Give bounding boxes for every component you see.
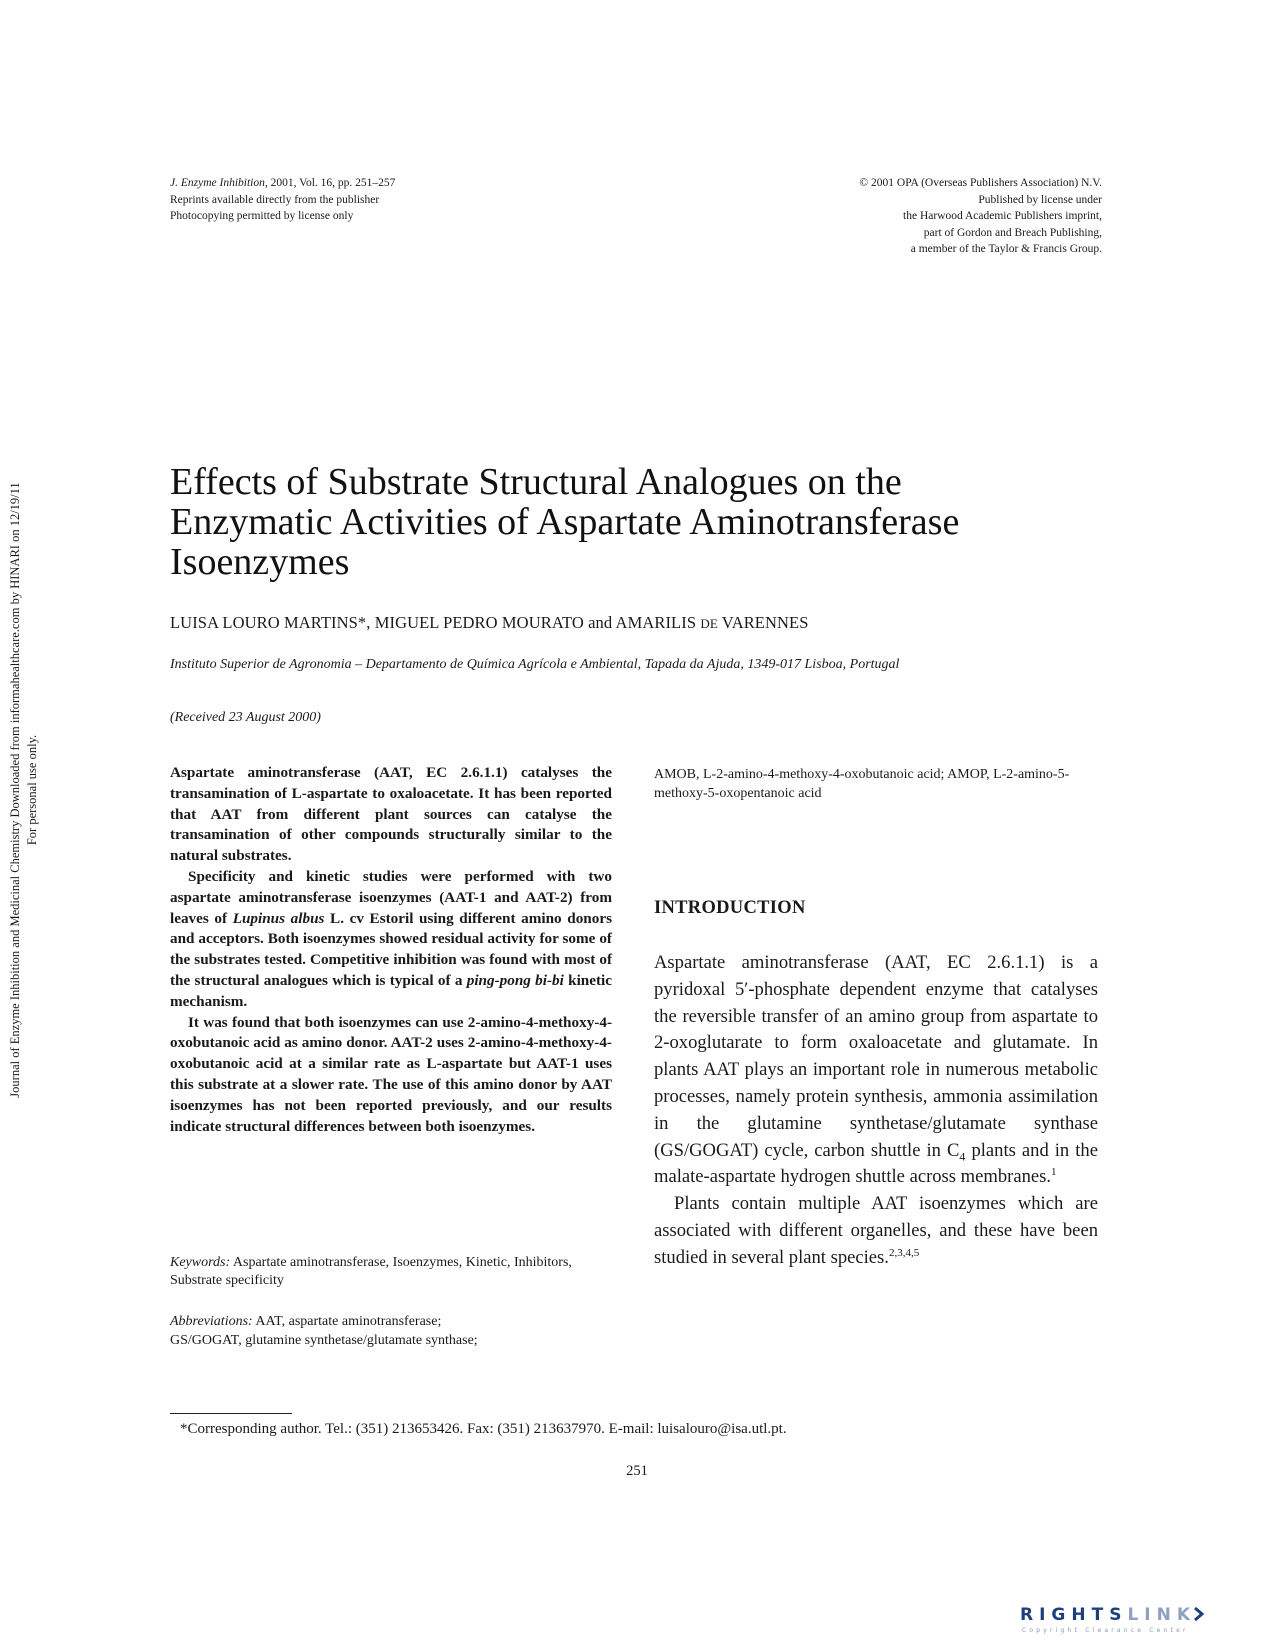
authors-part: VARENNES (717, 613, 809, 632)
abbreviations-line: GS/GOGAT, glutamine synthetase/glutamate synthase; (170, 1333, 478, 1348)
publisher-line: Published by license under (978, 193, 1102, 206)
abbreviations-continued: AMOB, L-2-amino-4-methoxy-4-oxobutanoic acid; AMOP, L-2-amino-5-methoxy-5-oxopentanoic acid (654, 767, 1070, 801)
species-name: Lupinus albus (232, 909, 325, 927)
abstract-paragraph (170, 867, 612, 1013)
journal-name: J. Enzyme Inhibition, (170, 177, 268, 189)
journal-volume: 2001, Vol. 16, pp. 251–257 (267, 177, 396, 189)
abstract-paragraph: It was found that both isoenzymes can use 2-amino-4-methoxy-4-oxobutanoic acid as amino donor. AAT-2 uses 2-amino-4-methoxy-4-oxobutanoic acid at a similar rate as L-aspartate but AAT-1 uses this substrate at a slower rate. The use of this amino donor by AAT isoenzymes has not been reported previously, and our results indicate structural differences between both isoenzymes. (170, 1013, 612, 1135)
logo-wordmark (1020, 1605, 1208, 1625)
affiliation: Instituto Superior de Agronomia – Departamento de Química Agrícola e Ambiental, Tapada da Ajuda, 1349-017 Lisboa, Portugal (170, 657, 900, 672)
received-date: (Received 23 August 2000) (170, 710, 321, 725)
abbreviations-line (170, 1312, 612, 1331)
citation-ref: 1 (1051, 1166, 1057, 1179)
journal-header-line (170, 175, 590, 192)
journal-header-line: Photocopying permitted by license only (170, 210, 354, 222)
logo-subtitle: Copyright Clearance Center (1022, 1627, 1189, 1634)
side-watermark-line1: Journal of Enzyme Inhibition and Medicinal Chemistry Downloaded from informahealthcare.com by HINARI on 12/19/11 (8, 482, 22, 1098)
paper-title (170, 462, 1100, 582)
chevron-icon (1192, 1606, 1208, 1622)
footnote-rule (170, 1413, 292, 1414)
intro-paragraph (654, 1191, 1098, 1271)
section-heading: INTRODUCTION (654, 898, 806, 918)
keywords-text: Aspartate aminotransferase, Isoenzymes, Kinetic, Inhibitors, Substrate specificity (170, 1255, 572, 1288)
citation-ref: 2,3,4,5 (888, 1246, 920, 1259)
intro-text: Aspartate aminotransferase (AAT, EC 2.6.1.1) is a pyridoxal 5′-phosphate dependent enzyme that catalyses the reversible transfer of an amino group from aspartate to 2-oxoglutarate to form oxaloacetate and glutamate. In plants AAT plays an important role in numerous metabolic processes, namely protein synthesis, ammonia assimilation in the glutamine synthetase/glutamate synthase (GS/GOGAT) cycle, carbon shuttle in C (654, 952, 1098, 1161)
abstract (170, 763, 612, 1137)
abbreviations (170, 1312, 612, 1350)
page-number: 251 (626, 1463, 648, 1479)
title-line: Enzymatic Activities of Aspartate Aminotransferase (170, 501, 960, 543)
journal-header (170, 175, 590, 225)
side-watermark (0, 0, 48, 1651)
subscript: 4 (959, 1149, 966, 1164)
abbreviations-label: Abbreviations: (170, 1314, 253, 1329)
mechanism-name: ping-pong bi-bi (466, 971, 564, 989)
journal-header-line: Reprints available directly from the publisher (170, 193, 380, 206)
abstract-text: Specificity and kinetic studies were performed with two aspartate aminotransferase isoenzymes (AAT-1 and AAT-2) from leaves of (170, 867, 612, 927)
abbreviations-text: AAT, aspartate aminotransferase; (255, 1314, 442, 1329)
publisher-header (700, 175, 1102, 258)
author-list (170, 613, 808, 633)
logo-part: LINK (1127, 1605, 1196, 1625)
rightslink-logo (1020, 1605, 1260, 1639)
intro-text: Plants contain multiple AAT isoenzymes which are associated with different organelles, and these have been studied in several plant species. (654, 1193, 1098, 1268)
authors-part: LUISA LOURO MARTINS*, MIGUEL PEDRO MOURATO and AMARILIS (170, 613, 701, 632)
abstract-paragraph: Aspartate aminotransferase (AAT, EC 2.6.1.1) catalyses the transamination of L-aspartate to oxaloacetate. It has been reported that AAT from different plant sources can catalyse the transamination of other compounds structurally similar to the natural substrates. (170, 764, 612, 865)
publisher-line: part of Gordon and Breach Publishing, (923, 226, 1102, 239)
logo-part: RIGHTS (1020, 1605, 1128, 1625)
footnote: *Corresponding author. Tel.: (351) 213653426. Fax: (351) 213637970. E-mail: luisalouro@isa.utl.pt. (180, 1421, 787, 1437)
keywords (170, 1254, 612, 1290)
abstract-text: kinetic mechanism. (170, 971, 613, 1010)
authors-particle: DE (700, 616, 718, 631)
title-line: Isoenzymes (170, 541, 350, 583)
abstract-text: L. cv Estoril using different amino donors and acceptors. Both isoenzymes showed residual activity for some of the substrates tested. Competitive inhibition was found with most of the structural analogues which is typical of a (170, 909, 613, 989)
side-watermark-line2: For personal use only. (25, 734, 39, 846)
intro-paragraph (654, 950, 1098, 1191)
title-line: Effects of Substrate Structural Analogues on the (170, 461, 902, 503)
introduction-text (654, 950, 1098, 1272)
intro-text: plants and in the malate-aspartate hydrogen shuttle across membranes. (654, 1139, 1098, 1188)
keywords-label: Keywords: (170, 1255, 231, 1270)
publisher-line: © 2001 OPA (Overseas Publishers Association) N.V. (859, 177, 1102, 189)
publisher-line: a member of the Taylor & Francis Group. (910, 243, 1102, 255)
publisher-line: the Harwood Academic Publishers imprint, (903, 210, 1102, 222)
